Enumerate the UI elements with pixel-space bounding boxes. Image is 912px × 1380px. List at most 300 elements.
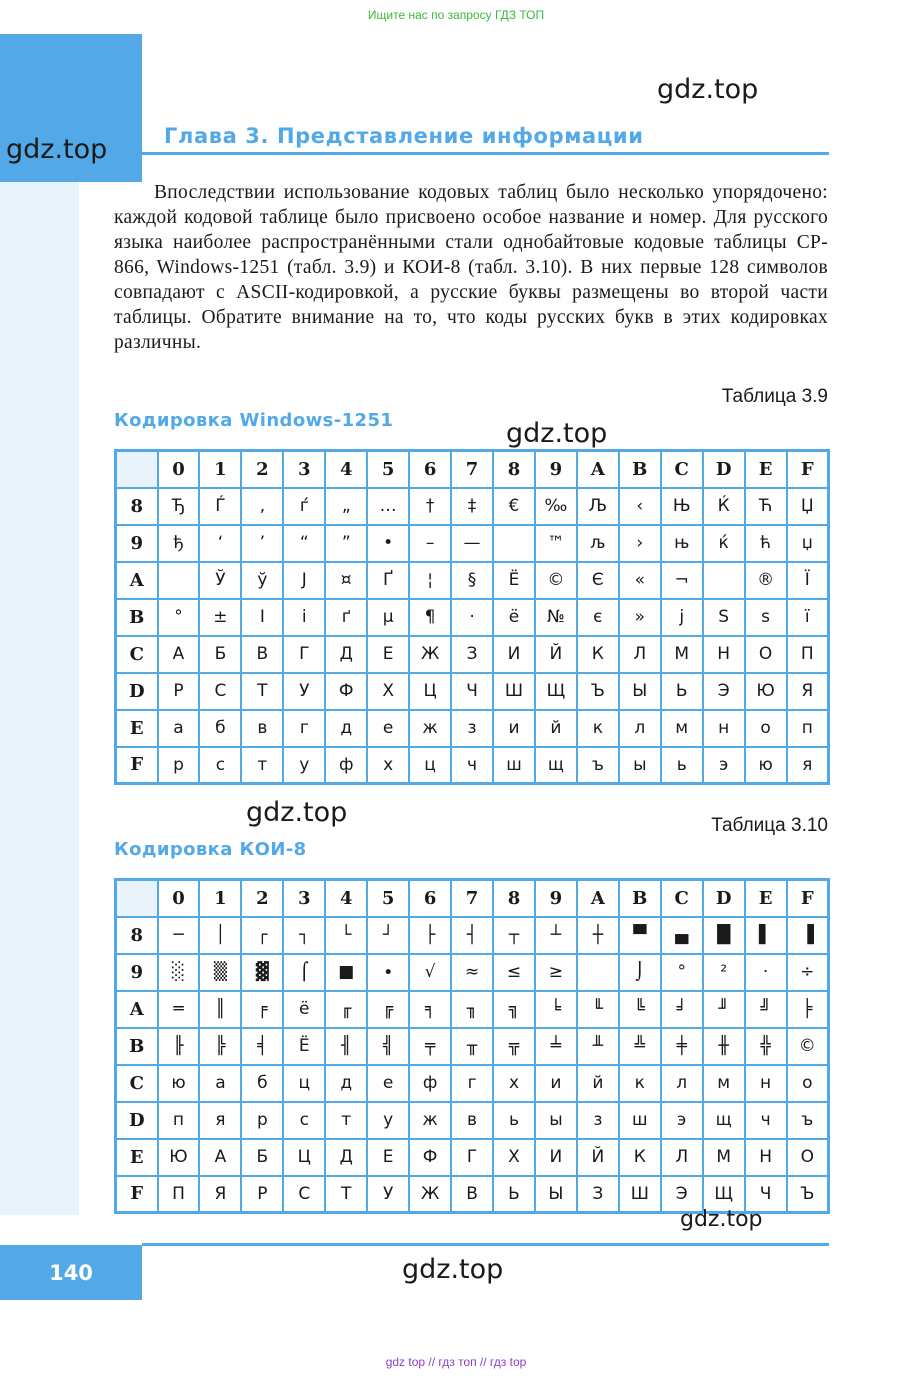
char-cell: ” <box>325 525 367 562</box>
char-cell: м <box>703 1065 745 1102</box>
column-header: 9 <box>535 451 577 488</box>
top-banner: Ищите нас по запросу ГДЗ ТОП <box>367 8 545 22</box>
column-header: 9 <box>535 880 577 917</box>
column-header: C <box>661 880 703 917</box>
char-cell: Н <box>745 1139 787 1176</box>
char-cell: ╞ <box>787 991 829 1028</box>
column-header: E <box>745 880 787 917</box>
char-cell: ▓ <box>241 954 283 991</box>
body-paragraph: Впоследствии использование кодовых таблиц было несколько упорядочено: каждой кодовой таблице было присвоено особое название и номер. Для русского языка наиболее распространёнными стали однобайтовые кодовые таблицы CP-866, Windows-1251 (табл. 3.9) и КОИ-8 (табл. 3.10). В них первые 128 символов совпадают с ASCII-кодировкой, а русские буквы размещены во второй части таблицы. Обратите внимание на то, что коды русских букв в этих кодировках различны. <box>114 182 828 353</box>
column-header: E <box>745 451 787 488</box>
row-header: F <box>116 747 158 784</box>
char-cell: Р <box>241 1176 283 1213</box>
char-cell: ░ <box>158 954 200 991</box>
char-cell: ╠ <box>199 1028 241 1065</box>
char-cell: о <box>745 710 787 747</box>
table-row <box>116 954 829 991</box>
table-row <box>116 1102 829 1139</box>
char-cell: я <box>199 1102 241 1139</box>
char-cell: ╜ <box>703 991 745 1028</box>
char-cell: х <box>493 1065 535 1102</box>
char-cell: В <box>241 636 283 673</box>
column-header: 3 <box>283 451 325 488</box>
char-cell: ф <box>409 1065 451 1102</box>
char-cell: † <box>409 488 451 525</box>
char-cell: ╓ <box>325 991 367 1028</box>
column-header: 4 <box>325 880 367 917</box>
char-cell: ф <box>325 747 367 784</box>
char-cell: Ѓ <box>199 488 241 525</box>
char-cell: х <box>367 747 409 784</box>
column-header: D <box>703 451 745 488</box>
char-cell: Д <box>325 636 367 673</box>
char-cell: п <box>787 710 829 747</box>
char-cell: Ч <box>451 673 493 710</box>
row-header: A <box>116 991 158 1028</box>
char-cell: Ы <box>535 1176 577 1213</box>
char-cell: щ <box>703 1102 745 1139</box>
char-cell: Ь <box>493 1176 535 1213</box>
watermark: gdz.top <box>246 797 348 828</box>
char-cell: Ґ <box>367 562 409 599</box>
char-cell: ╪ <box>661 1028 703 1065</box>
char-cell: М <box>661 636 703 673</box>
row-header: F <box>116 1176 158 1213</box>
char-cell: Щ <box>703 1176 745 1213</box>
char-cell: л <box>661 1065 703 1102</box>
char-cell: ╣ <box>367 1028 409 1065</box>
char-cell: ш <box>493 747 535 784</box>
char-cell: г <box>451 1065 493 1102</box>
char-cell: ж <box>409 710 451 747</box>
char-cell: Д <box>325 1139 367 1176</box>
char-cell: ■ <box>325 954 367 991</box>
char-cell: ј <box>661 599 703 636</box>
table-title: Кодировка Windows-1251 <box>114 410 394 431</box>
char-cell: Ќ <box>703 488 745 525</box>
char-cell: ╙ <box>577 991 619 1028</box>
column-header: C <box>661 451 703 488</box>
char-cell: • <box>367 525 409 562</box>
column-header: 6 <box>409 451 451 488</box>
char-cell: … <box>367 488 409 525</box>
char-cell: ё <box>493 599 535 636</box>
char-cell: ▀ <box>619 917 661 954</box>
row-header: D <box>116 673 158 710</box>
char-cell: И <box>535 1139 577 1176</box>
char-cell: ъ <box>577 747 619 784</box>
char-cell: ² <box>703 954 745 991</box>
char-cell: « <box>619 562 661 599</box>
column-header: 5 <box>367 451 409 488</box>
char-cell: ¤ <box>325 562 367 599</box>
char-cell: Я <box>787 673 829 710</box>
char-cell: ґ <box>325 599 367 636</box>
char-cell: ┬ <box>493 917 535 954</box>
char-cell: у <box>283 747 325 784</box>
char-cell: н <box>745 1065 787 1102</box>
char-cell: Л <box>619 636 661 673</box>
char-cell: Х <box>367 673 409 710</box>
corner-cell <box>116 880 158 917</box>
row-header: B <box>116 1028 158 1065</box>
char-cell: Ш <box>619 1176 661 1213</box>
char-cell: є <box>577 599 619 636</box>
table-row <box>116 747 829 784</box>
char-cell: З <box>577 1176 619 1213</box>
char-cell: ▒ <box>199 954 241 991</box>
char-cell: П <box>158 1176 200 1213</box>
column-header: 2 <box>241 880 283 917</box>
char-cell: Ю <box>745 673 787 710</box>
char-cell: ц <box>283 1065 325 1102</box>
table-row <box>116 1065 829 1102</box>
column-header: 5 <box>367 880 409 917</box>
column-header: 0 <box>158 451 200 488</box>
char-cell: И <box>493 636 535 673</box>
char-cell: ╤ <box>409 1028 451 1065</box>
char-cell: ё <box>283 991 325 1028</box>
char-cell: г <box>283 710 325 747</box>
char-cell: В <box>451 1176 493 1213</box>
char-cell: ┤ <box>451 917 493 954</box>
watermark: gdz.top <box>6 134 108 165</box>
table-row <box>116 636 829 673</box>
char-cell: ├ <box>409 917 451 954</box>
chapter-title: Глава 3. Представление информации <box>164 124 644 148</box>
footer-line <box>142 1243 829 1246</box>
char-cell: ѕ <box>745 599 787 636</box>
char-cell: Ў <box>199 562 241 599</box>
char-cell: Ћ <box>745 488 787 525</box>
char-cell: љ <box>577 525 619 562</box>
char-cell: р <box>158 747 200 784</box>
char-cell: в <box>451 1102 493 1139</box>
char-cell: У <box>367 1176 409 1213</box>
column-header: D <box>703 880 745 917</box>
char-cell: п <box>158 1102 200 1139</box>
char-cell: ‡ <box>451 488 493 525</box>
char-cell: у <box>367 1102 409 1139</box>
char-cell <box>703 562 745 599</box>
char-cell: ╧ <box>535 1028 577 1065</box>
char-cell: Б <box>241 1139 283 1176</box>
char-cell: ┐ <box>283 917 325 954</box>
table-title: Кодировка КОИ-8 <box>114 839 307 860</box>
row-header: A <box>116 562 158 599</box>
char-cell: └ <box>325 917 367 954</box>
char-cell: Ц <box>283 1139 325 1176</box>
char-cell: № <box>535 599 577 636</box>
table-row <box>116 488 829 525</box>
char-cell: Ё <box>283 1028 325 1065</box>
char-cell: Р <box>158 673 200 710</box>
char-cell: Я <box>199 1176 241 1213</box>
char-cell: ≈ <box>451 954 493 991</box>
char-cell: щ <box>535 747 577 784</box>
char-cell: м <box>661 710 703 747</box>
char-cell: Б <box>199 636 241 673</box>
char-cell: ╦ <box>493 1028 535 1065</box>
watermark: gdz.top <box>657 74 759 105</box>
char-cell: Н <box>703 636 745 673</box>
char-cell: ђ <box>158 525 200 562</box>
char-cell: ± <box>199 599 241 636</box>
column-header: F <box>787 880 829 917</box>
table-row <box>116 525 829 562</box>
char-cell: Њ <box>661 488 703 525</box>
char-cell: б <box>241 1065 283 1102</box>
char-cell: ч <box>745 1102 787 1139</box>
char-cell: о <box>787 1065 829 1102</box>
char-cell: с <box>199 747 241 784</box>
char-cell: “ <box>283 525 325 562</box>
char-cell: ╫ <box>703 1028 745 1065</box>
row-header: D <box>116 1102 158 1139</box>
char-cell: з <box>577 1102 619 1139</box>
char-cell: Ж <box>409 636 451 673</box>
char-cell: ¶ <box>409 599 451 636</box>
char-cell: ╗ <box>493 991 535 1028</box>
char-cell: ¬ <box>661 562 703 599</box>
char-cell: а <box>158 710 200 747</box>
char-cell: ┘ <box>367 917 409 954</box>
char-cell: С <box>199 673 241 710</box>
char-cell: Й <box>577 1139 619 1176</box>
table-row <box>116 1028 829 1065</box>
char-cell: Щ <box>535 673 577 710</box>
table-row <box>116 710 829 747</box>
char-cell: Ъ <box>787 1176 829 1213</box>
table-row <box>116 991 829 1028</box>
char-cell: њ <box>661 525 703 562</box>
char-cell: ’ <box>241 525 283 562</box>
page-number: 140 <box>0 1245 142 1300</box>
code-table-koi-8 <box>114 878 830 1214</box>
char-cell: § <box>451 562 493 599</box>
char-cell: ╥ <box>451 1028 493 1065</box>
char-cell: Е <box>367 636 409 673</box>
char-cell: ж <box>409 1102 451 1139</box>
table-row <box>116 917 829 954</box>
column-header: 8 <box>493 451 535 488</box>
row-header: B <box>116 599 158 636</box>
char-cell: ╬ <box>745 1028 787 1065</box>
char-cell: а <box>199 1065 241 1102</box>
char-cell: џ <box>787 525 829 562</box>
row-header: 8 <box>116 917 158 954</box>
char-cell: ╝ <box>745 991 787 1028</box>
char-cell: Й <box>535 636 577 673</box>
char-cell: › <box>619 525 661 562</box>
table-row <box>116 673 829 710</box>
char-cell: ° <box>158 599 200 636</box>
chapter-underline <box>142 152 829 155</box>
char-cell: Г <box>283 636 325 673</box>
char-cell: ╖ <box>451 991 493 1028</box>
char-cell: У <box>283 673 325 710</box>
char-cell: ъ <box>787 1102 829 1139</box>
char-cell: э <box>661 1102 703 1139</box>
char-cell: ╔ <box>367 991 409 1028</box>
char-cell: ‚ <box>241 488 283 525</box>
char-cell: ╡ <box>241 1028 283 1065</box>
char-cell: ─ <box>158 917 200 954</box>
char-cell: з <box>451 710 493 747</box>
char-cell: и <box>535 1065 577 1102</box>
char-cell: ™ <box>535 525 577 562</box>
column-header: A <box>577 880 619 917</box>
column-header: 3 <box>283 880 325 917</box>
char-cell: █ <box>703 917 745 954</box>
char-cell: Ь <box>661 673 703 710</box>
char-cell <box>577 954 619 991</box>
char-cell: Ю <box>158 1139 200 1176</box>
char-cell: ¦ <box>409 562 451 599</box>
row-header: E <box>116 710 158 747</box>
corner-cell <box>116 451 158 488</box>
char-cell: н <box>703 710 745 747</box>
char-cell: ы <box>535 1102 577 1139</box>
char-cell: „ <box>325 488 367 525</box>
bottom-banner: gdz top // гдз топ // гдз top <box>385 1355 527 1369</box>
side-color-strip <box>0 182 79 1215</box>
char-cell: │ <box>199 917 241 954</box>
char-cell: ┌ <box>241 917 283 954</box>
char-cell: ▄ <box>661 917 703 954</box>
char-cell: К <box>619 1139 661 1176</box>
char-cell: ╒ <box>241 991 283 1028</box>
table-caption: Таблица 3.10 <box>711 815 828 836</box>
char-cell: ® <box>745 562 787 599</box>
column-header: 7 <box>451 451 493 488</box>
row-header: E <box>116 1139 158 1176</box>
column-header: 2 <box>241 451 283 488</box>
char-cell: Х <box>493 1139 535 1176</box>
char-cell: ╩ <box>619 1028 661 1065</box>
char-cell: ≥ <box>535 954 577 991</box>
char-cell: П <box>787 636 829 673</box>
watermark: gdz.top <box>506 418 608 449</box>
column-header: 4 <box>325 451 367 488</box>
char-cell: ≤ <box>493 954 535 991</box>
char-cell: ћ <box>745 525 787 562</box>
char-cell: Э <box>703 673 745 710</box>
char-cell: ╢ <box>325 1028 367 1065</box>
char-cell: ╟ <box>158 1028 200 1065</box>
char-cell: І <box>241 599 283 636</box>
char-cell: З <box>451 636 493 673</box>
table-row <box>116 1139 829 1176</box>
char-cell: ┼ <box>577 917 619 954</box>
column-header: 0 <box>158 880 200 917</box>
char-cell: Т <box>325 1176 367 1213</box>
char-cell: к <box>577 710 619 747</box>
char-cell: ь <box>493 1102 535 1139</box>
char-cell: ╕ <box>409 991 451 1028</box>
char-cell: л <box>619 710 661 747</box>
code-table-windows-1251 <box>114 449 830 785</box>
char-cell: — <box>451 525 493 562</box>
char-cell: р <box>241 1102 283 1139</box>
char-cell: й <box>535 710 577 747</box>
char-cell: Ш <box>493 673 535 710</box>
header-row <box>116 451 829 488</box>
char-cell: ╚ <box>619 991 661 1028</box>
char-cell: Ъ <box>577 673 619 710</box>
row-header: 8 <box>116 488 158 525</box>
watermark: gdz.top <box>680 1207 763 1232</box>
char-cell: і <box>283 599 325 636</box>
char-cell: ч <box>451 747 493 784</box>
char-cell: ш <box>619 1102 661 1139</box>
char-cell <box>493 525 535 562</box>
char-cell: Ы <box>619 673 661 710</box>
char-cell: ‰ <box>535 488 577 525</box>
char-cell: й <box>577 1065 619 1102</box>
column-header: B <box>619 451 661 488</box>
row-header: 9 <box>116 525 158 562</box>
char-cell: ┴ <box>535 917 577 954</box>
char-cell: ⌠ <box>283 954 325 991</box>
char-cell: € <box>493 488 535 525</box>
char-cell: · <box>745 954 787 991</box>
char-cell: т <box>241 747 283 784</box>
row-header: 9 <box>116 954 158 991</box>
char-cell: Ф <box>325 673 367 710</box>
char-cell: ╨ <box>577 1028 619 1065</box>
char-cell: ▌ <box>745 917 787 954</box>
table-row <box>116 599 829 636</box>
watermark: gdz.top <box>402 1254 504 1285</box>
char-cell: ў <box>241 562 283 599</box>
char-cell: ∙ <box>367 954 409 991</box>
char-cell: Ѕ <box>703 599 745 636</box>
char-cell: ╘ <box>535 991 577 1028</box>
column-header: 1 <box>199 451 241 488</box>
char-cell: ю <box>745 747 787 784</box>
char-cell: Є <box>577 562 619 599</box>
header-row <box>116 880 829 917</box>
char-cell: с <box>283 1102 325 1139</box>
char-cell: ю <box>158 1065 200 1102</box>
char-cell: Ф <box>409 1139 451 1176</box>
char-cell: Ђ <box>158 488 200 525</box>
char-cell: О <box>787 1139 829 1176</box>
char-cell: ь <box>661 747 703 784</box>
char-cell: Ј <box>283 562 325 599</box>
char-cell: Ї <box>787 562 829 599</box>
char-cell: · <box>451 599 493 636</box>
char-cell: и <box>493 710 535 747</box>
char-cell: е <box>367 1065 409 1102</box>
char-cell: ї <box>787 599 829 636</box>
char-cell: Ж <box>409 1176 451 1213</box>
char-cell: ‘ <box>199 525 241 562</box>
char-cell: ═ <box>158 991 200 1028</box>
table-row <box>116 562 829 599</box>
char-cell: ќ <box>703 525 745 562</box>
char-cell: я <box>787 747 829 784</box>
char-cell <box>158 562 200 599</box>
char-cell: С <box>283 1176 325 1213</box>
char-cell: © <box>787 1028 829 1065</box>
char-cell: К <box>577 636 619 673</box>
char-cell: ы <box>619 747 661 784</box>
char-cell: » <box>619 599 661 636</box>
char-cell: Ч <box>745 1176 787 1213</box>
char-cell: Г <box>451 1139 493 1176</box>
